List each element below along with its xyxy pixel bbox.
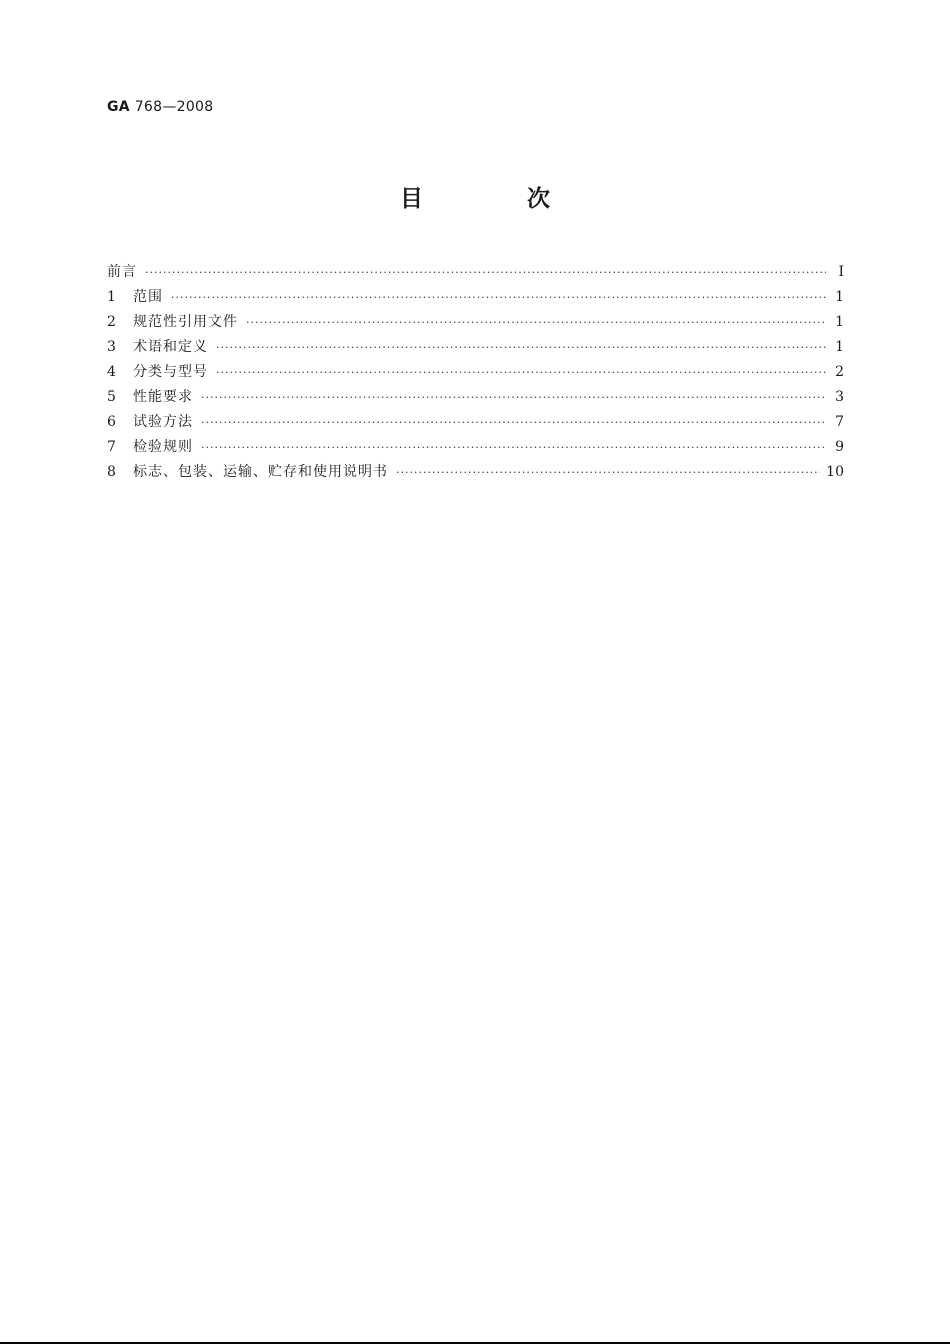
toc-leader-dots bbox=[246, 310, 826, 335]
toc-entry-number: 1 bbox=[107, 289, 117, 305]
toc-entry-number: 7 bbox=[107, 439, 117, 455]
toc-entry-label: 前言 bbox=[107, 264, 137, 280]
toc-entry-6[interactable] bbox=[107, 410, 844, 435]
toc-entry-page: 1 bbox=[835, 339, 844, 355]
toc-entry-page: 9 bbox=[835, 439, 844, 455]
toc-entry-page: 1 bbox=[835, 289, 844, 305]
toc-leader-dots bbox=[201, 435, 826, 460]
toc-entry-label: 术语和定义 bbox=[133, 339, 208, 355]
toc-entry-1[interactable] bbox=[107, 285, 844, 310]
page-title: 目 次 bbox=[399, 186, 598, 212]
toc-entry-number: 6 bbox=[107, 414, 117, 430]
toc-entry-number: 3 bbox=[107, 339, 117, 355]
toc-entry-7[interactable] bbox=[107, 435, 844, 460]
toc-leader-dots bbox=[396, 460, 820, 485]
standard-code-number: 768—2008 bbox=[134, 99, 214, 115]
toc-leader-dots bbox=[145, 260, 826, 285]
toc-entry-label: 规范性引用文件 bbox=[133, 314, 238, 330]
toc-entry-number: 2 bbox=[107, 314, 117, 330]
toc-leader-dots bbox=[201, 385, 826, 410]
toc-entry-label: 分类与型号 bbox=[133, 364, 208, 380]
toc-entry-5[interactable] bbox=[107, 385, 844, 410]
toc-entry-page: Ⅰ bbox=[838, 264, 844, 280]
toc-entry-8[interactable] bbox=[107, 460, 844, 485]
toc-entry-page: 3 bbox=[835, 389, 844, 405]
toc-leader-dots bbox=[216, 335, 826, 360]
toc-leader-dots bbox=[201, 410, 826, 435]
standard-code-prefix: GA bbox=[107, 99, 130, 115]
toc-leader-dots bbox=[216, 360, 826, 385]
standard-code bbox=[107, 99, 213, 115]
toc-entry-3[interactable] bbox=[107, 335, 844, 360]
toc-entry-page: 1 bbox=[835, 314, 844, 330]
toc-entry-number: 5 bbox=[107, 389, 117, 405]
toc-leader-dots bbox=[171, 285, 826, 310]
toc-entry-page: 10 bbox=[826, 464, 844, 480]
toc-entry-label: 标志、包装、运输、贮存和使用说明书 bbox=[133, 464, 388, 480]
toc-entry-label: 性能要求 bbox=[133, 389, 193, 405]
toc-entry-number: 4 bbox=[107, 364, 117, 380]
toc-entry-label: 范围 bbox=[133, 289, 163, 305]
toc-entry-2[interactable] bbox=[107, 310, 844, 335]
toc-entry-label: 试验方法 bbox=[133, 414, 193, 430]
toc-entry-4[interactable] bbox=[107, 360, 844, 385]
toc-entry-number: 8 bbox=[107, 464, 117, 480]
toc-entry-foreword[interactable] bbox=[107, 260, 844, 285]
table-of-contents bbox=[107, 260, 844, 485]
toc-entry-label: 检验规则 bbox=[133, 439, 193, 455]
toc-entry-page: 7 bbox=[835, 414, 844, 430]
toc-entry-page: 2 bbox=[835, 364, 844, 380]
